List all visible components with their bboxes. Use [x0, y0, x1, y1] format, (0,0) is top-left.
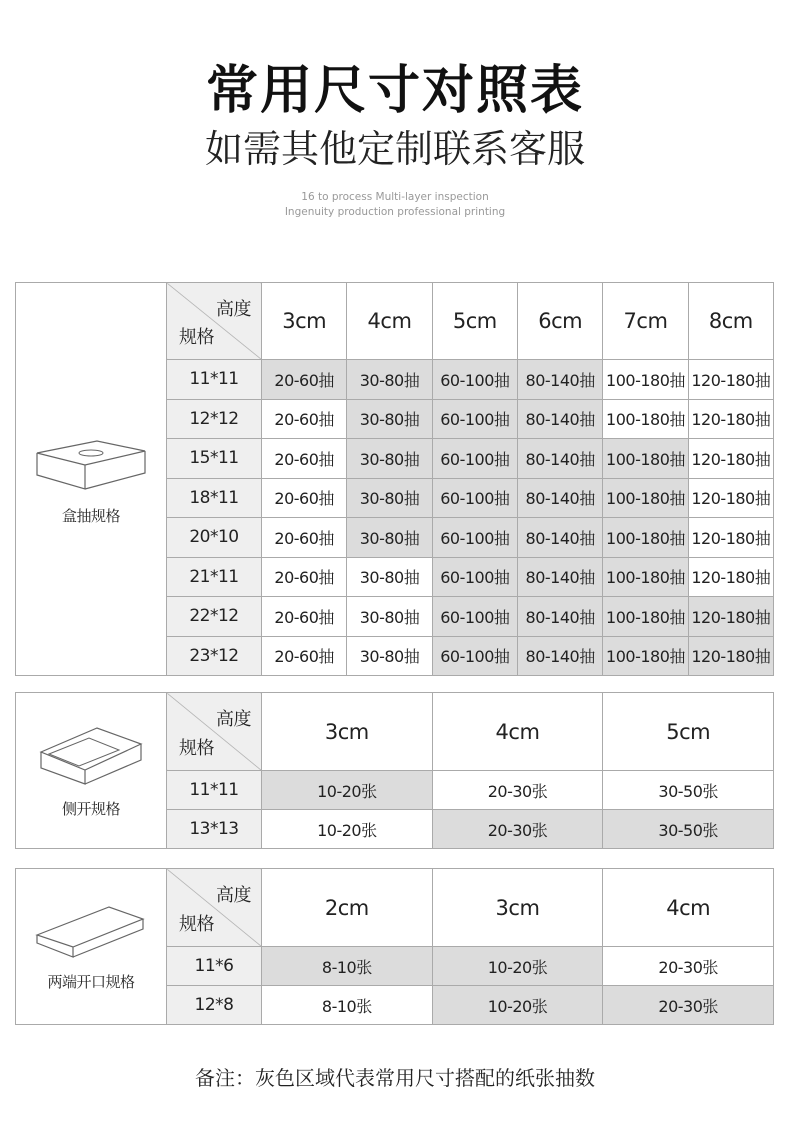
count-cell: 20-60抽 [262, 597, 347, 637]
count-cell: 30-50张 [603, 771, 774, 810]
count-cell: 10-20张 [262, 771, 433, 810]
spec-label: 规格 [179, 327, 214, 348]
row-spec: 13*13 [167, 810, 262, 849]
count-cell: 100-180抽 [603, 518, 688, 558]
column-header: 3cm [262, 283, 347, 360]
count-cell: 20-60抽 [262, 399, 347, 439]
count-cell: 60-100抽 [432, 557, 517, 597]
count-cell: 20-60抽 [262, 518, 347, 558]
spec-label: 规格 [179, 738, 214, 759]
row-spec: 15*11 [167, 439, 262, 479]
row-spec: 12*12 [167, 399, 262, 439]
row-spec: 20*10 [167, 518, 262, 558]
count-cell: 10-20张 [262, 810, 433, 849]
count-cell: 120-180抽 [688, 399, 773, 439]
category-label: 盒抽规格 [61, 506, 120, 525]
side-open-box-icon [16, 722, 166, 786]
column-header: 4cm [603, 869, 774, 947]
count-cell: 120-180抽 [688, 636, 773, 676]
count-cell: 30-80抽 [347, 518, 432, 558]
corner-header [167, 693, 262, 771]
count-cell: 20-60抽 [262, 636, 347, 676]
category-cell [16, 693, 167, 849]
row-spec: 12*8 [167, 986, 262, 1025]
column-header: 4cm [347, 283, 432, 360]
count-cell: 60-100抽 [432, 439, 517, 479]
count-cell: 30-80抽 [347, 636, 432, 676]
tissue-box-icon [16, 433, 166, 493]
count-cell: 120-180抽 [688, 478, 773, 518]
column-header: 4cm [432, 693, 603, 771]
count-cell: 30-80抽 [347, 597, 432, 637]
english-tagline-2: Ingenuity production professional printing [284, 206, 506, 218]
english-tagline-1: 16 to process Multi-layer inspection [301, 191, 489, 203]
count-cell: 60-100抽 [432, 399, 517, 439]
count-cell: 8-10张 [262, 986, 433, 1025]
count-cell: 10-20张 [432, 947, 603, 986]
count-cell: 10-20张 [432, 986, 603, 1025]
count-cell: 60-100抽 [432, 597, 517, 637]
row-spec: 11*6 [167, 947, 262, 986]
corner-header [167, 869, 262, 947]
count-cell: 80-140抽 [517, 439, 602, 479]
count-cell: 20-30张 [603, 947, 774, 986]
count-cell: 120-180抽 [688, 360, 773, 400]
column-header: 8cm [688, 283, 773, 360]
count-cell: 30-50张 [603, 810, 774, 849]
spec-label: 规格 [179, 914, 214, 935]
column-header: 7cm [603, 283, 688, 360]
count-cell: 20-30张 [603, 986, 774, 1025]
count-cell: 20-60抽 [262, 439, 347, 479]
count-cell: 60-100抽 [432, 518, 517, 558]
count-cell: 120-180抽 [688, 597, 773, 637]
count-cell: 80-140抽 [517, 636, 602, 676]
category-cell [16, 869, 167, 1025]
count-cell: 100-180抽 [603, 478, 688, 518]
count-cell: 20-60抽 [262, 557, 347, 597]
count-cell: 80-140抽 [517, 399, 602, 439]
column-header: 2cm [262, 869, 433, 947]
count-cell: 60-100抽 [432, 636, 517, 676]
count-cell: 30-80抽 [347, 557, 432, 597]
size-table-3 [15, 868, 774, 1025]
note-text: 备注：灰色区域代表常用尺寸搭配的纸张抽数 [195, 1066, 595, 1090]
size-table-2 [15, 692, 774, 849]
count-cell: 60-100抽 [432, 360, 517, 400]
flat-box-icon [16, 901, 166, 959]
count-cell: 120-180抽 [688, 557, 773, 597]
row-spec: 11*11 [167, 771, 262, 810]
count-cell: 100-180抽 [603, 597, 688, 637]
category-cell [16, 283, 167, 676]
count-cell: 60-100抽 [432, 478, 517, 518]
row-spec: 18*11 [167, 478, 262, 518]
size-table-1 [15, 282, 774, 676]
count-cell: 20-60抽 [262, 360, 347, 400]
height-label: 高度 [216, 885, 251, 906]
count-cell: 100-180抽 [603, 399, 688, 439]
column-header: 5cm [603, 693, 774, 771]
count-cell: 30-80抽 [347, 360, 432, 400]
page-subtitle: 如需其他定制联系客服 [204, 127, 585, 171]
row-spec: 11*11 [167, 360, 262, 400]
count-cell: 120-180抽 [688, 518, 773, 558]
page-title: 常用尺寸对照表 [205, 61, 584, 121]
count-cell: 100-180抽 [603, 557, 688, 597]
row-spec: 23*12 [167, 636, 262, 676]
count-cell: 100-180抽 [603, 360, 688, 400]
count-cell: 80-140抽 [517, 557, 602, 597]
count-cell: 100-180抽 [603, 636, 688, 676]
category-label: 两端开口规格 [47, 973, 135, 991]
height-label: 高度 [216, 299, 251, 320]
count-cell: 20-60抽 [262, 478, 347, 518]
count-cell: 80-140抽 [517, 360, 602, 400]
count-cell: 80-140抽 [517, 518, 602, 558]
row-spec: 21*11 [167, 557, 262, 597]
count-cell: 20-30张 [432, 810, 603, 849]
count-cell: 80-140抽 [517, 597, 602, 637]
column-header: 5cm [432, 283, 517, 360]
row-spec: 22*12 [167, 597, 262, 637]
column-header: 6cm [517, 283, 602, 360]
column-header: 3cm [432, 869, 603, 947]
column-header: 3cm [262, 693, 433, 771]
category-label: 侧开规格 [61, 800, 120, 818]
count-cell: 30-80抽 [347, 439, 432, 479]
count-cell: 30-80抽 [347, 399, 432, 439]
count-cell: 120-180抽 [688, 439, 773, 479]
height-label: 高度 [216, 709, 251, 730]
count-cell: 20-30张 [432, 771, 603, 810]
corner-header [167, 283, 262, 360]
count-cell: 100-180抽 [603, 439, 688, 479]
count-cell: 8-10张 [262, 947, 433, 986]
count-cell: 30-80抽 [347, 478, 432, 518]
count-cell: 80-140抽 [517, 478, 602, 518]
